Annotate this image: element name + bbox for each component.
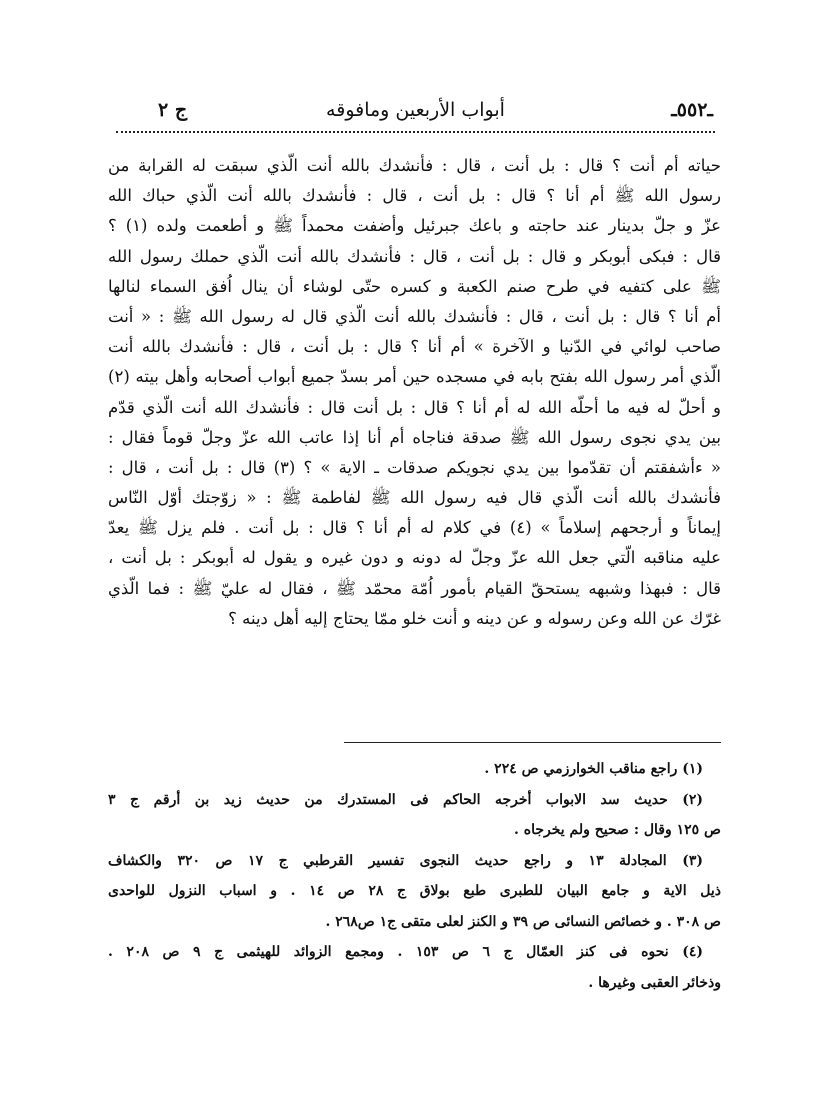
text-line: صاحب لوائي في الدّنيا و الآخرة » أم أنا ؟ قال : بل أنت ، قال : فأنشدك بالله أنت <box>108 337 721 357</box>
text-line: الّذي أمر رسول الله بفتح بابه في مسجده حين أمر بسدّ جميع أبواب أصحابه وأهل بيته (٢) <box>108 367 721 387</box>
text-line: فأنشدك بالله أنت الّذي قال فيه رسول الله ﷺ لفاطمة ﷺ : « زوّجتك أوّل النّاس <box>108 488 721 508</box>
text-line: « ءأشفقتم أن تقدّموا بين يدي نجويكم صدقات ـ الاية » ؟ (٣) قال : بل أنت ، قال : <box>108 457 721 477</box>
footnote-line: ذيل الاية و جامع البيان للطبرى طبع بولاق ج ٢٨ ص ١٤ . و اسباب النزول للواحدى <box>108 883 721 899</box>
text-line: قال : فبكى أبوبكر و قال : بل أنت ، قال : فأنشدك بالله أنت الّذي حملك رسول الله <box>108 246 721 266</box>
text-line: عليه مناقبه الّتي جعل الله عزّ وجلّ له دونه و دون غيره و يقول له أبوبكر : بل أنت ، <box>108 548 721 568</box>
footnote-line: (١) راجع مناقب الخوارزمي ص ٢٢٤ . <box>484 761 703 777</box>
main-text <box>108 151 721 634</box>
text-line: بين يدي نجوى رسول الله ﷺ صدقة فناجاه أم أنا إذا عاتب الله عزّ وجلّ قوماً فقال : <box>108 427 721 447</box>
text-line: رسول الله ﷺ أم أنا ؟ قال : بل أنت ، قال : فأنشدك بالله أنت الّذي حباك الله <box>108 186 721 206</box>
footnote-line: ص ١٢٥ وقال : صحيح ولم يخرجاه . <box>514 822 721 838</box>
text-line: و أحلّ له فيه ما أحلّه الله له أم أنا ؟ قال : بل أنت قال : فأنشدك الله أنت الّذي قدّم <box>108 397 721 417</box>
footnote-line: (٢) حديث سد الابواب أخرجه الحاكم فى المستدرك من حديث زيد بن أرقم ج ٣ <box>108 791 703 808</box>
page-number: ـ٥٥٢ـ <box>671 99 713 121</box>
text-line: غرّك عن الله وعن رسوله و عن دينه و أنت خلو ممّا يحتاج إليه أهل دينه ؟ <box>228 608 721 628</box>
text-line: عزّ و جلّ بدينار عند حاجته و باعك جبرئيل وأضفت محمداً ﷺ و أطعمت ولده (١) ؟ <box>108 216 721 236</box>
text-line: حياته أم أنت ؟ قال : بل أنت ، قال : فأنشدك بالله أنت الّذي سبقت له القرابة من <box>108 156 721 175</box>
running-title: أبواب الأربعين ومافوقه <box>326 99 505 121</box>
page-header <box>118 92 713 128</box>
volume-label: ج ٢ <box>158 99 188 121</box>
footnote-divider <box>344 742 721 743</box>
header-divider <box>116 131 715 133</box>
text-line: قال : فبهذا وشبهه يستحقّ القيام بأمور اُمّة محمّد ﷺ ، فقال له عليّ ﷺ : فما الّذي <box>108 578 721 598</box>
footnote-line: وذخائر العقبى وغيرها . <box>588 974 721 991</box>
text-line: إيماناً و أرجحهم إسلاماً » (٤) في كلام له أم أنا ؟ قال : بل أنت . فلم يزل ﷺ يعدّ <box>108 518 721 538</box>
text-line: ﷺ على كتفيه في طرح صنم الكعبة و كسره حتّى لوشاء أن ينال اُفق السماء لنالها <box>108 276 721 296</box>
footnotes <box>108 754 721 998</box>
footnote-line: (٤) نحوه فى كنز العمّال ج ٦ ص ١٥٣ . ومجمع الزوائد للهيثمى ج ٩ ص ٢٠٨ . <box>108 944 703 960</box>
text-line: أم أنا ؟ قال : بل أنت ، قال : فأنشدك بالله أنت الّذي قال له رسول الله ﷺ : « أنت <box>108 306 721 326</box>
footnote-line: ص ٣٠٨ . و خصائص النسائى ص ٣٩ و الكنز لعلى متقى ج١ ص٢٦٨ . <box>325 913 721 930</box>
footnote-line: (٣) المجادلة ١٣ و راجع حديث النجوى تفسير القرطبي ج ١٧ ص ٣٢٠ والكشاف <box>108 852 703 869</box>
